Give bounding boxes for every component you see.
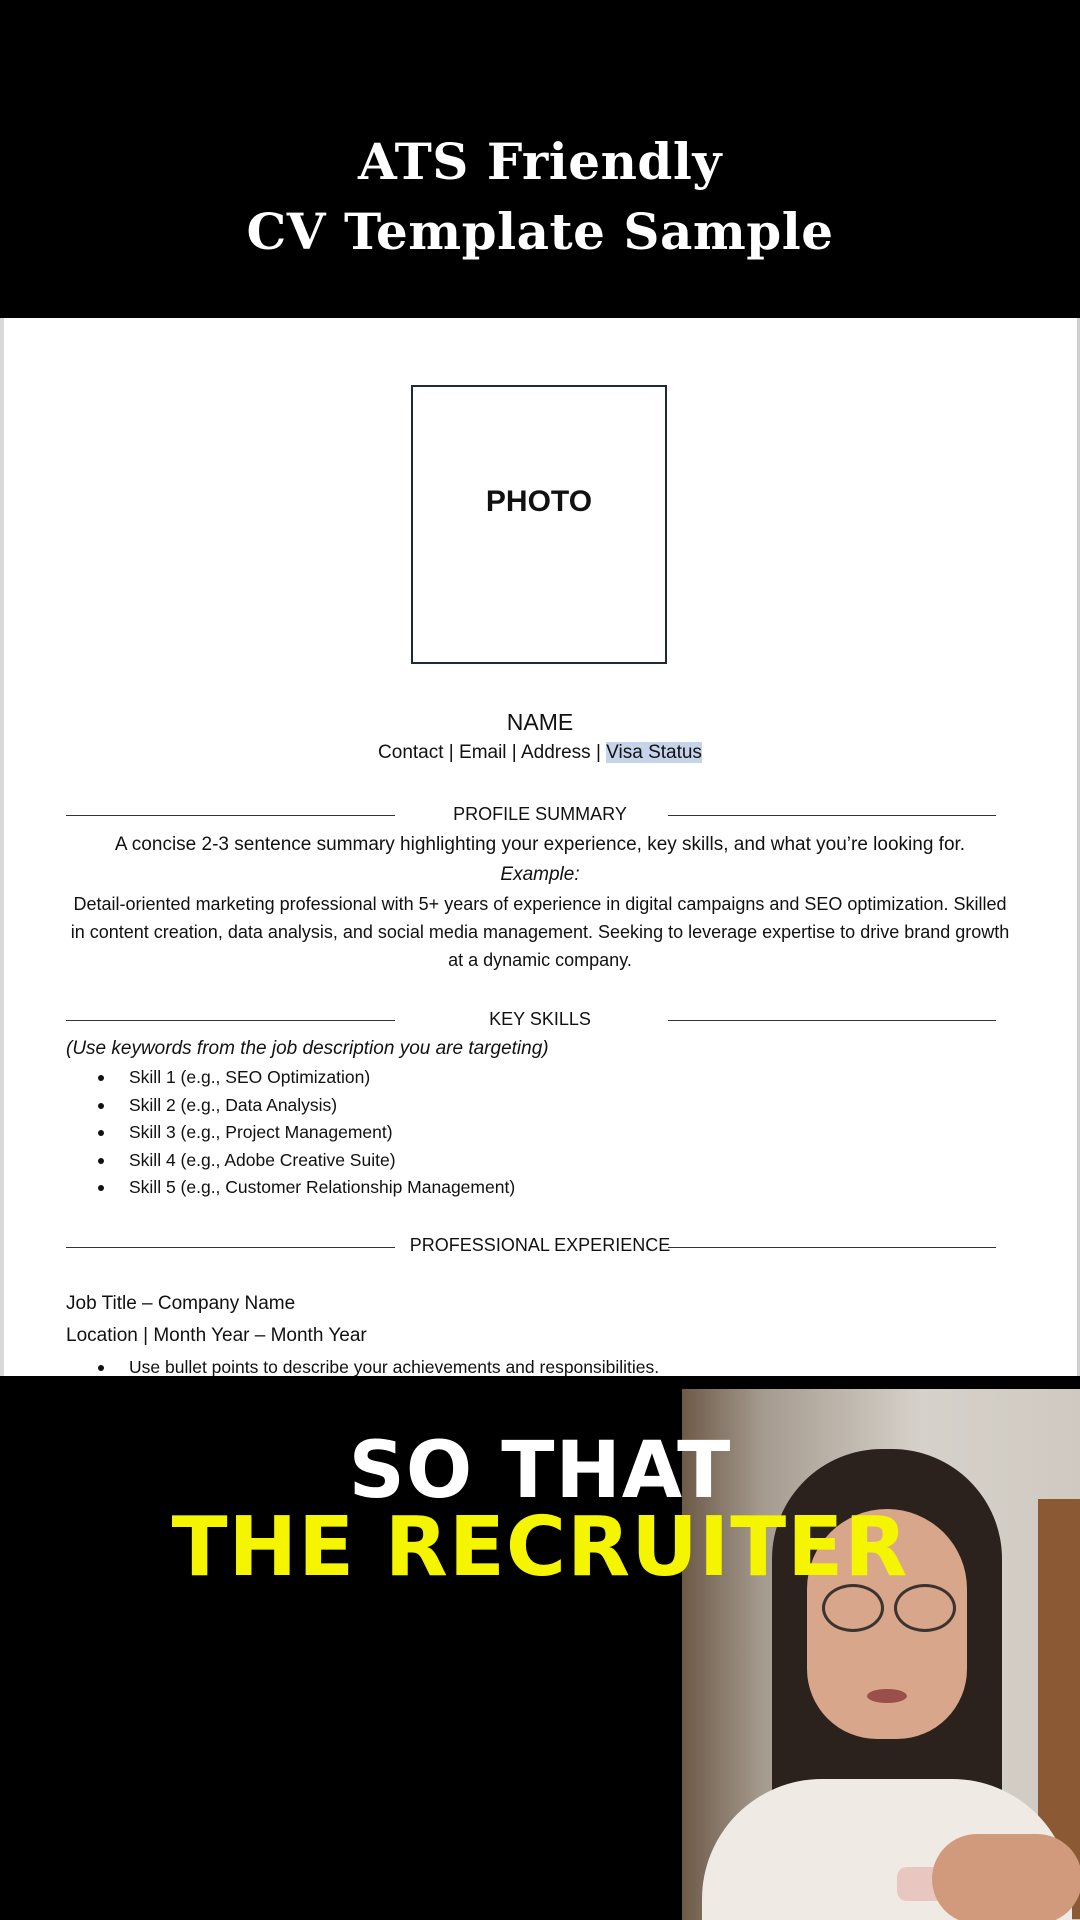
video-overlay-area	[0, 1376, 1080, 1920]
contact-text[interactable]: Contact | Email | Address |	[378, 742, 607, 763]
key-skills-heading: KEY SKILLS	[489, 1009, 591, 1029]
skills-list	[66, 1064, 515, 1202]
profile-summary-example[interactable]: Detail-oriented marketing professional with 5+ years of experience in digital campaigns and SEO optimization. Skilled in content creation, data analysis, and social media management. Seeking to leverage expertise to drive brand growth at a dynamic company.	[70, 894, 1010, 970]
caption-line-1: SO THAT	[348, 1426, 732, 1516]
title-line-1: ATS Friendly	[358, 132, 722, 191]
list-item[interactable]: Skill 4 (e.g., Adobe Creative Suite)	[66, 1147, 515, 1175]
title-line-2: CV Template Sample	[246, 202, 834, 261]
profile-summary-intro[interactable]: A concise 2-3 sentence summary highlighting your experience, key skills, and what you’re looking for.	[114, 834, 966, 855]
key-skills-hint: (Use keywords from the job description you are targeting)	[66, 1038, 549, 1059]
title-banner	[0, 0, 1080, 318]
selected-text-visa-status[interactable]: Visa Status	[606, 742, 702, 763]
list-item[interactable]: Skill 3 (e.g., Project Management)	[66, 1119, 515, 1147]
caption-line-2: THE RECRUITER	[171, 1500, 909, 1595]
cv-name[interactable]: NAME	[506, 709, 574, 735]
list-item[interactable]: Use bullet points to describe your achievements and responsibilities.	[66, 1354, 659, 1376]
photo-placeholder	[411, 385, 667, 664]
list-item[interactable]: Skill 1 (e.g., SEO Optimization)	[66, 1064, 515, 1092]
list-item[interactable]: Skill 2 (e.g., Data Analysis)	[66, 1092, 515, 1120]
location-dates-line[interactable]: Location | Month Year – Month Year	[66, 1325, 367, 1346]
job-title-line[interactable]: Job Title – Company Name	[66, 1293, 296, 1314]
example-label: Example:	[500, 864, 580, 885]
profile-summary-heading: PROFILE SUMMARY	[453, 804, 627, 824]
professional-experience-heading: PROFESSIONAL EXPERIENCE	[409, 1235, 671, 1255]
list-item[interactable]: Skill 5 (e.g., Customer Relationship Management)	[66, 1174, 515, 1202]
experience-list	[66, 1354, 659, 1376]
contact-line[interactable]	[0, 742, 1080, 764]
cv-document[interactable]	[0, 318, 1080, 1376]
document-left-edge	[0, 318, 4, 1376]
photo-label: PHOTO	[485, 485, 593, 518]
